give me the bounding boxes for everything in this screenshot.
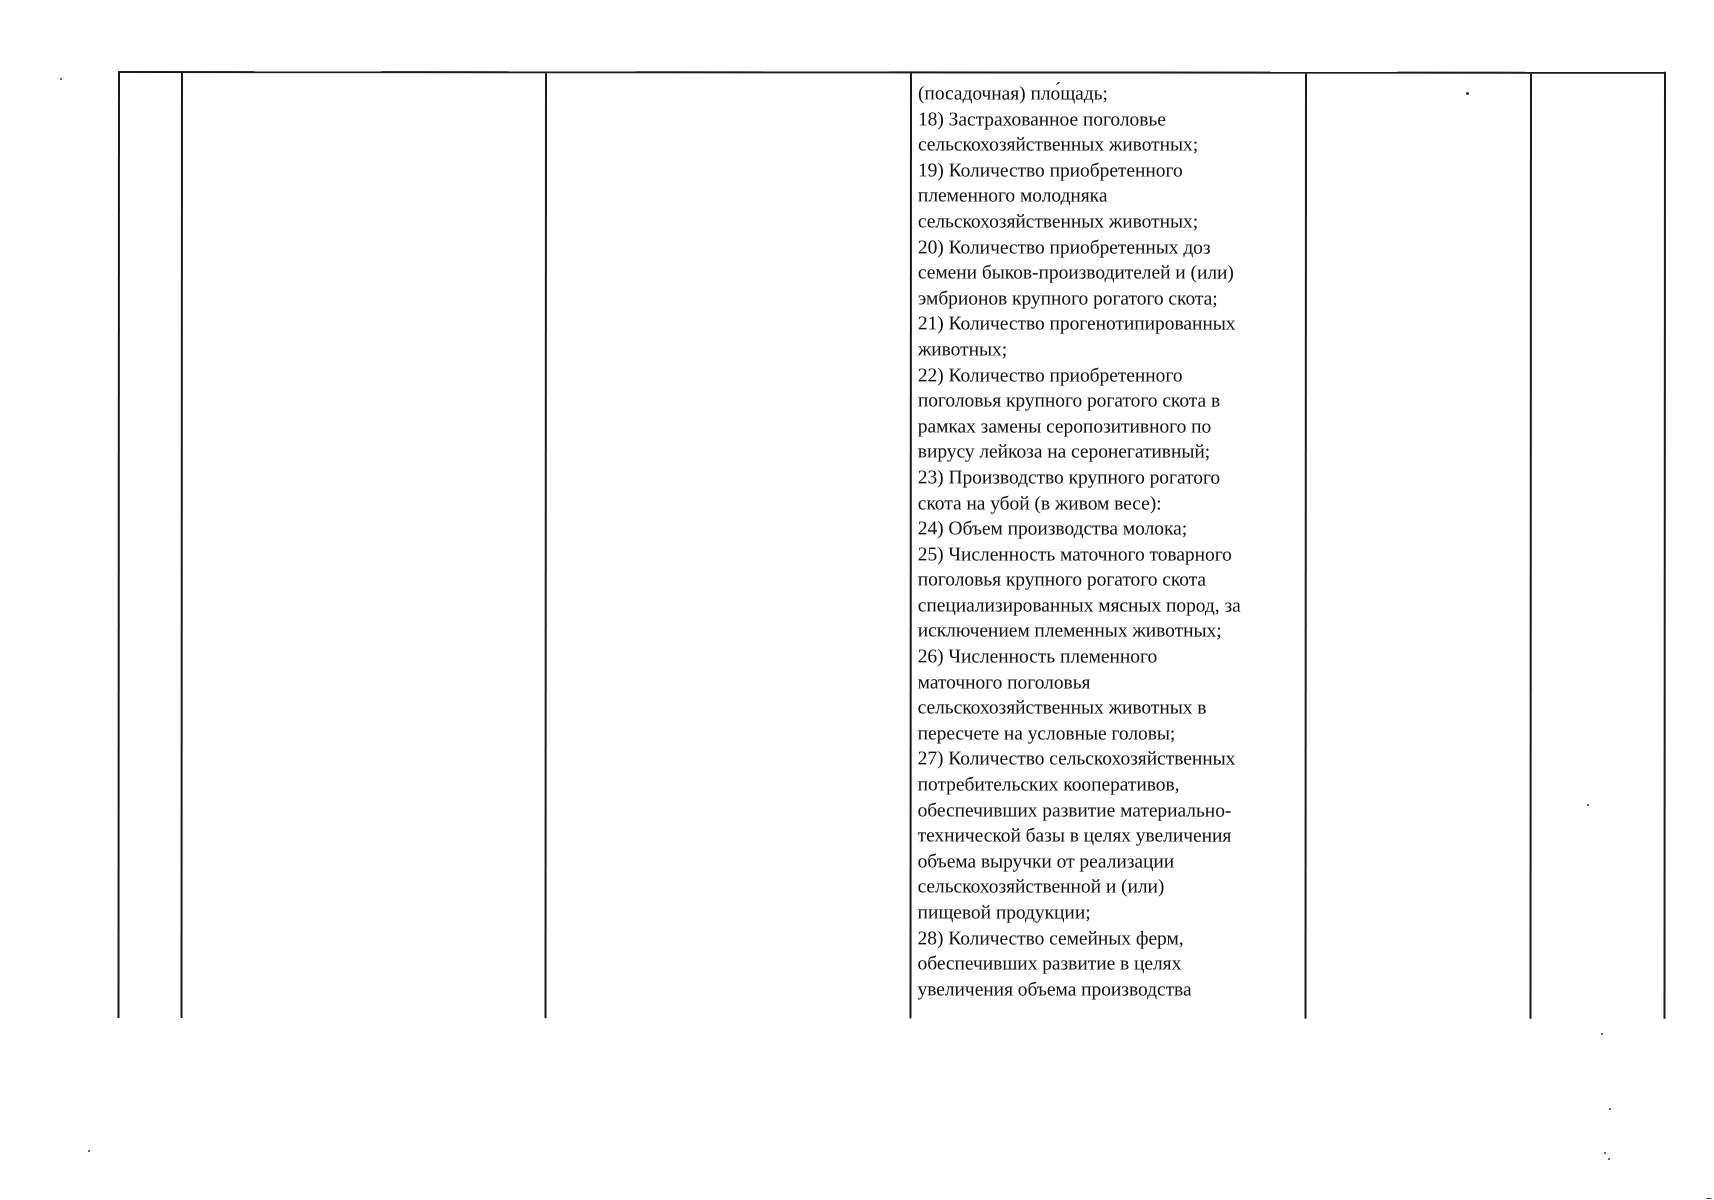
cell-line: племенного молодняка [917, 185, 1108, 207]
cell-line: пищевой продукции; [917, 902, 1091, 924]
cell-line: 27) Количество сельскохозяйственных [917, 748, 1236, 771]
cell-line: обеспечивших развитие в целях [917, 953, 1182, 975]
scan-speck [1609, 1108, 1611, 1110]
cell-line: 20) Количество приобретенных доз [917, 236, 1211, 259]
column-divider-1 [181, 73, 183, 1018]
scan-speck [88, 1150, 90, 1152]
cell-line: эмбрионов крупного рогатого скота; [917, 288, 1218, 310]
cell-line: пересчете на условные головы; [917, 723, 1176, 745]
cell-line: 25) Численность маточного товарного [917, 544, 1232, 566]
cell-line: специализированных мясных пород, за [917, 595, 1241, 617]
column-divider-4 [1305, 74, 1307, 1019]
cell-line: 21) Количество прогенотипированных [917, 313, 1236, 335]
scan-speck [1587, 804, 1589, 806]
cell-line: сельскохозяйственных животных; [917, 134, 1199, 156]
cell-line: 19) Количество приобретенного [917, 160, 1183, 182]
cell-line: семени быков-производителей и (или) [917, 262, 1234, 284]
scan-speck [1601, 1033, 1603, 1035]
cell-line: поголовья крупного рогатого скота [917, 569, 1207, 591]
cell-line: технической базы в целях увеличения [917, 825, 1232, 847]
column-divider-5 [1530, 74, 1532, 1019]
column-divider-2 [545, 73, 547, 1018]
column-divider-3 [910, 73, 912, 1018]
cell-line: скота на убой (в живом весе): [917, 492, 1162, 515]
cell-line: вирусу лейкоза на серонегативный; [917, 441, 1211, 463]
indicators-cell [918, 81, 1298, 1003]
cell-line: 26) Численность племенного [917, 646, 1158, 668]
cell-line: животных; [917, 339, 1008, 361]
cell-line: увеличения объема производства [917, 979, 1192, 1001]
cell-line: сельскохозяйственных животных; [917, 211, 1199, 233]
cell-line: 22) Количество приобретенного [917, 364, 1183, 387]
cell-line: сельскохозяйственных животных в [917, 697, 1207, 719]
scan-speck [1706, 1198, 1712, 1199]
document-table [118, 71, 1666, 1019]
scan-speck [1604, 1152, 1606, 1154]
cell-line: исключением племенных животных; [917, 620, 1222, 643]
cell-line: поголовья крупного рогатого скота в [917, 390, 1221, 412]
scan-speck [1608, 1158, 1610, 1160]
cell-line: 18) Застрахованное поголовье [917, 109, 1166, 131]
cell-line: 23) Производство крупного рогатого [917, 467, 1221, 489]
cell-line: рамках замены серопозитивного по [917, 416, 1212, 438]
cell-line: сельскохозяйственной и (или) [917, 876, 1165, 898]
scan-speck [60, 78, 62, 80]
cell-line: объема выручки от реализации [917, 851, 1175, 873]
cell-line: обеспечивших развитие материально- [917, 800, 1232, 822]
cell-line: маточного поголовья [917, 672, 1091, 694]
cell-line: 24) Объем производства молока; [917, 518, 1188, 540]
scan-speck [1466, 92, 1469, 95]
cell-line: (посадочная) пло́щадь; [917, 83, 1108, 105]
cell-line: потребительских кооперативов, [917, 774, 1180, 796]
cell-line: 28) Количество семейных ферм, [917, 928, 1184, 950]
